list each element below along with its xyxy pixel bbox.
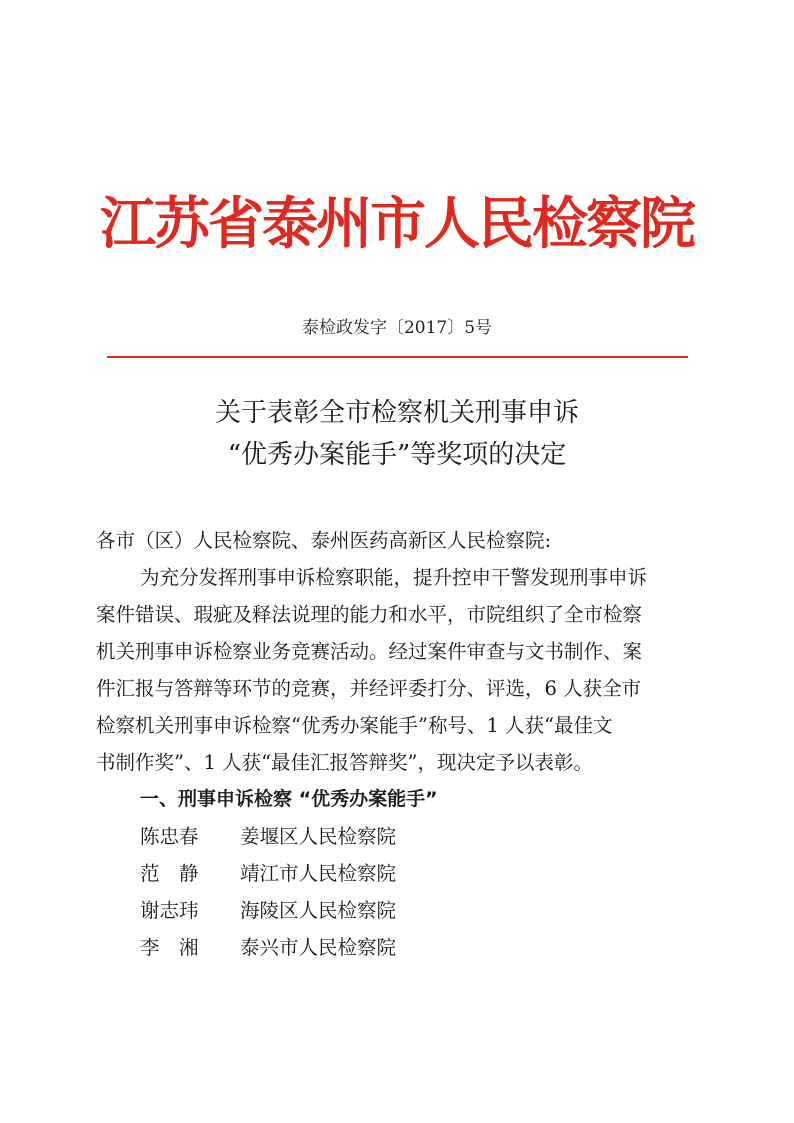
winner-unit: 姜堰区人民检察院 xyxy=(240,825,397,848)
paragraph-line: 检察机关刑事申诉检察“优秀办案能手”称号、1 人获“最佳文 xyxy=(96,714,613,737)
winner-row xyxy=(96,892,736,929)
winner-name: 谢志玮 xyxy=(140,899,199,922)
winner-unit: 海陵区人民检察院 xyxy=(240,899,397,922)
paragraph-line: 机关刑事申诉检察业务竞赛活动。经过案件审查与文书制作、案 xyxy=(96,640,643,663)
winner-name: 范 静 xyxy=(140,862,199,885)
document-title-line-1: 关于表彰全市检察机关刑事申诉 xyxy=(214,398,579,428)
red-divider-line xyxy=(107,356,688,358)
winner-name: 陈忠春 xyxy=(140,825,199,848)
winner-name: 李 湘 xyxy=(140,936,199,959)
issuing-authority-title: 江苏省泰州市人民检察院 xyxy=(100,191,694,257)
salutation: 各市（区）人民检察院、泰州医药高新区人民检察院: xyxy=(96,529,552,552)
winner-row xyxy=(96,818,736,855)
document-number: 泰检政发字〔2017〕5号 xyxy=(301,318,493,338)
document-title-line-2: “优秀办案能手”等奖项的决定 xyxy=(227,440,567,470)
section-heading-excellent-handler: 一、刑事申诉检察 “优秀办案能手” xyxy=(140,788,438,810)
winner-unit: 泰兴市人民检察院 xyxy=(240,936,397,959)
winner-unit: 靖江市人民检察院 xyxy=(240,862,397,885)
paragraph-line: 为充分发挥刑事申诉检察职能，提升控申干警发现刑事申诉 xyxy=(140,566,648,589)
winner-row xyxy=(96,855,736,892)
paragraph-line: 件汇报与答辩等环节的竞赛，并经评委打分、评选，6 人获全市 xyxy=(96,677,642,700)
document-title xyxy=(0,392,794,476)
paragraph-line: 书制作奖”、1 人获“最佳汇报答辩奖”，现决定予以表彰。 xyxy=(96,751,594,774)
paragraph-line: 案件错误、瑕疵及释法说理的能力和水平，市院组织了全市检察 xyxy=(96,603,643,626)
document-body xyxy=(96,522,736,966)
winner-row xyxy=(96,929,736,966)
